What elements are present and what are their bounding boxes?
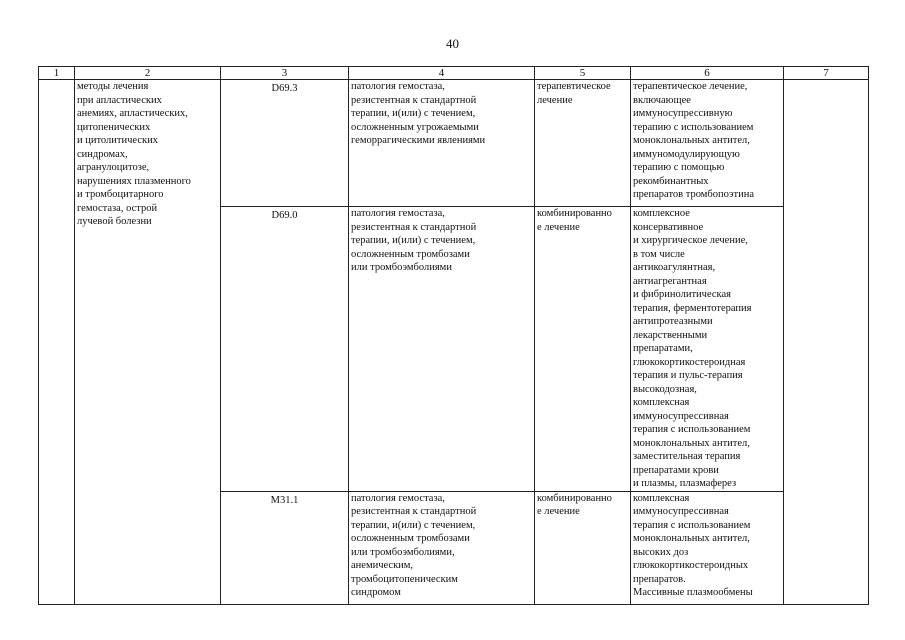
treatment-method-cell: комплексная иммуносупрессивная терапия с использованием моноклональных антител, высоких доз глюкокортикостероидных препаратов. Массивные плазмообмены xyxy=(631,491,784,604)
treatment-type-cell: комбинированно е лечение xyxy=(535,491,631,604)
treatment-type-cell: комбинированно е лечение xyxy=(535,207,631,492)
header-cell-3: 3 xyxy=(221,67,349,80)
treatment-type-cell: терапевтическое лечение xyxy=(535,80,631,207)
method-cell: методы лечения при апластических анемиях, апластических, цитопенических и цитолитических синдромах, агранулоцитозе, нарушениях плазменного и тромбоцитарного гемостаза, острой лучевой болезни xyxy=(75,80,221,605)
patient-model-cell: патология гемостаза, резистентная к стандартной терапии, и(или) с течением, осложненным тромбозами или тромбоэмболиями, анемическим, тромбоцитопеническим синдромом xyxy=(349,491,535,604)
header-cell-2: 2 xyxy=(75,67,221,80)
header-cell-4: 4 xyxy=(349,67,535,80)
treatment-method-cell: комплексное консервативное и хирургическое лечение, в том числе антикоагулянтная, антиагрегантная и фибринолитическая терапия, ферментотерапия антипротеазными лекарственными препаратами, глюкокортикостероидная терапия и пульс-терапия высокодозная, комплексная иммуносупрессивная терапия с использованием моноклональных антител, заместительная терапия препаратами крови и плазмы, плазмаферез xyxy=(631,207,784,492)
code-cell: D69.3 xyxy=(221,80,349,207)
number-cell xyxy=(39,80,75,605)
header-cell-6: 6 xyxy=(631,67,784,80)
header-cell-7: 7 xyxy=(784,67,869,80)
page-number: 40 xyxy=(446,36,459,51)
table-row xyxy=(39,80,869,207)
header-cell-1: 1 xyxy=(39,67,75,80)
treatment-method-cell: терапевтическое лечение, включающее иммуносупрессивную терапию с использованием моноклональных антител, иммуномодулирующую терапию с помощью рекомбинантных препаратов тромбопоэтина xyxy=(631,80,784,207)
code-cell: D69.0 xyxy=(221,207,349,492)
patient-model-cell: патология гемостаза, резистентная к стандартной терапии, и(или) с течением, осложненным угрожаемыми геморрагическими явлениями xyxy=(349,80,535,207)
header-row xyxy=(39,67,869,80)
medical-care-table xyxy=(38,66,869,605)
norm-cell xyxy=(784,80,869,605)
patient-model-cell: патология гемостаза, резистентная к стандартной терапии, и(или) с течением, осложненным тромбозами или тромбоэмболиями xyxy=(349,207,535,492)
header-cell-5: 5 xyxy=(535,67,631,80)
code-cell: M31.1 xyxy=(221,491,349,604)
